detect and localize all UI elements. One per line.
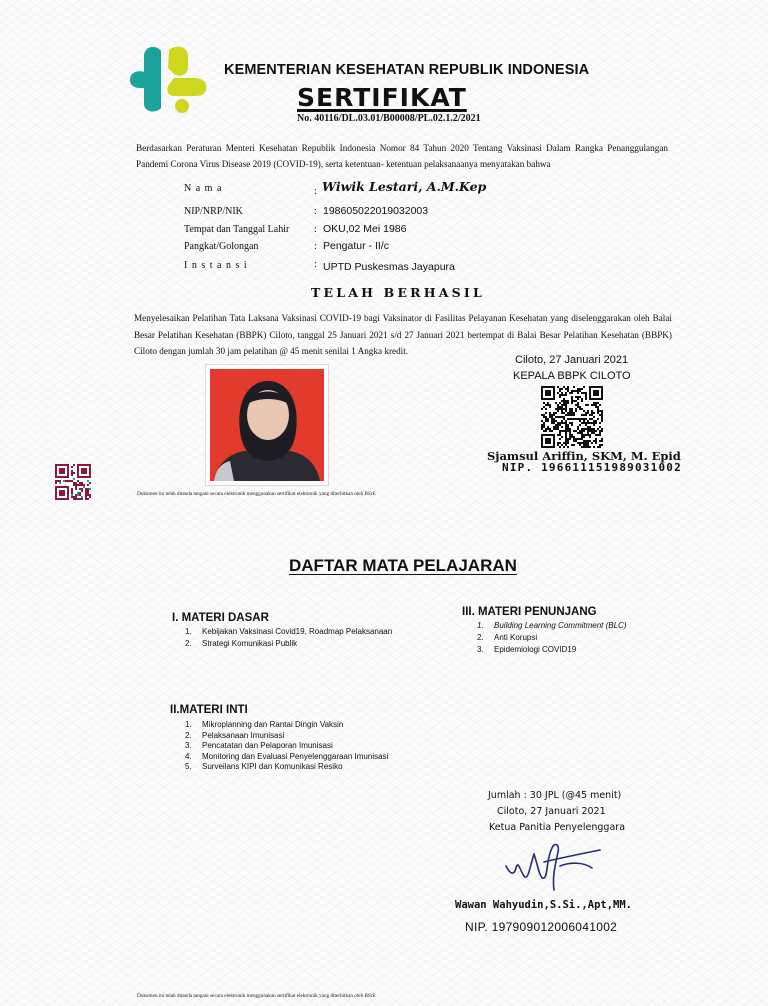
ministry-logo-icon [128,42,210,114]
section-heading-materi-penunjang: III. MATERI PENUNJANG [462,606,597,618]
field-label-institution: I n s t a n s i [184,260,248,271]
participant-photo [205,364,329,486]
signer1-place-date: Ciloto, 27 Januari 2021 [515,354,629,366]
total-hours: Jumlah : 30 JPL (@45 menit) [488,790,622,801]
field-label-rank: Pangkat/Golongan [184,241,259,252]
field-colon: : [314,186,317,197]
field-label-name: N a m a [184,183,223,194]
field-label-nip: NIP/NRP/NIK [184,206,243,217]
section-heading-materi-inti: II.MATERI INTI [170,704,248,716]
certificate-number: No. 40116/DL.03.01/B00008/PL.02.1.2/2021 [297,113,481,124]
field-value-rank: Pengatur - II/c [323,240,389,252]
certificate-title: SERTIFIKAT [297,83,467,112]
signer2-nip: NIP. 197909012006041002 [465,920,618,934]
field-colon: : [314,224,317,235]
signer2-place-date: Ciloto, 27 Januari 2021 [497,806,606,817]
field-colon: : [314,259,317,270]
list-item: 3. Pencatatan dan Pelaporan Imunisasi [185,741,333,750]
qr-code-small-icon [55,464,91,500]
list-item: 2. Anti Korupsi [477,633,538,642]
field-value-name: Wiwik Lestari, A.M.Kep [322,179,487,194]
ministry-name: KEMENTERIAN KESEHATAN REPUBLIK INDONESIA [224,62,590,78]
list-item: 4. Monitoring dan Evaluasi Penyelenggaraan Imunisasi [185,751,389,761]
materi-inti-list [185,720,388,771]
list-item: 1. Kebijakan Vaksinasi Covid19, Roadmap Pelaksanaan [185,627,393,636]
list-item: 3. Epidemiologi COVID19 [477,645,577,654]
list-item: 5. Surveilans KIPI dan Komunikasi Resiko [185,762,343,771]
list-item: 1. Mikroplanning dan Rantai Dingin Vaksin [185,720,344,729]
list-item: 2. Pelaksanaan Imunisasi [185,730,285,740]
list-item: 2. Strategi Komunikasi Publik [185,639,298,648]
subject-list-title: DAFTAR MATA PELAJARAN [289,556,517,575]
qr-code-icon [541,386,603,448]
field-colon: : [314,206,317,217]
section-heading-materi-dasar: I. MATERI DASAR [172,612,269,624]
e-sign-note-footer: Dokumen ini telah ditanda tangani secara elektronik menggunakan sertifikat elektronik yang diterbitkan oleh BSrE [137,993,376,999]
intro-paragraph: Berdasarkan Peraturan Menteri Kesehatan Republik Indonesia Nomor 84 Tahun 2020 Tentang Vaksinasi Dalam Rangka Penanggulangan Pandemi Corona Virus Disease 2019 (COVID-19), serta ketentuan- ketentuan pelaksanaanya menyatakan bahwa [136,143,668,169]
field-value-nip: 198605022019032003 [323,205,429,217]
field-label-birth: Tempat dan Tanggal Lahir [184,224,290,235]
e-sign-note: Dokumen ini telah ditanda tangani secara elektronik menggunakan sertifikat elektronik yang diterbitkan oleh BSrE [137,491,376,497]
field-value-birth: OKU,02 Mei 1986 [323,223,407,235]
handwritten-signature-icon [500,836,610,896]
signer2-name: Wawan Wahyudin,S.Si.,Apt,MM. [455,899,633,911]
list-item: 1. Building Learning Commitment (BLC) [477,621,627,630]
success-heading: TELAH BERHASIL [311,285,485,300]
materi-penunjang-list [477,621,627,654]
completion-statement: Menyelesaikan Pelatihan Tata Laksana Vaksinasi COVID-19 bagi Vaksinator di Fasilitas Pelayanan Kesehatan yang diselenggarakan oleh Balai Besar Pelatihan Kesehatan (BBPK) Ciloto, tanggal 25 Januari 2021 s/d 27 Januari 2021 bertempat di Balai Besar Pelatihan Kesehatan (BBPK) Ciloto dengan jumlah 30 jam pelatihan @ 45 menit senilai 1 Angka kredit. [134,313,672,356]
field-value-institution: UPTD Puskesmas Jayapura [323,261,455,273]
signer2-position: Ketua Panitia Penyelenggara [489,822,626,833]
signer1-position: KEPALA BBPK CILOTO [513,370,631,382]
materi-dasar-list [185,627,392,648]
signer1-name: Sjamsul Ariffin, SKM, M. Epid [487,449,681,463]
participant-portrait-icon [210,369,324,481]
field-colon: : [314,241,317,252]
signer1-nip: NIP. 196611151989031002 [502,461,682,474]
